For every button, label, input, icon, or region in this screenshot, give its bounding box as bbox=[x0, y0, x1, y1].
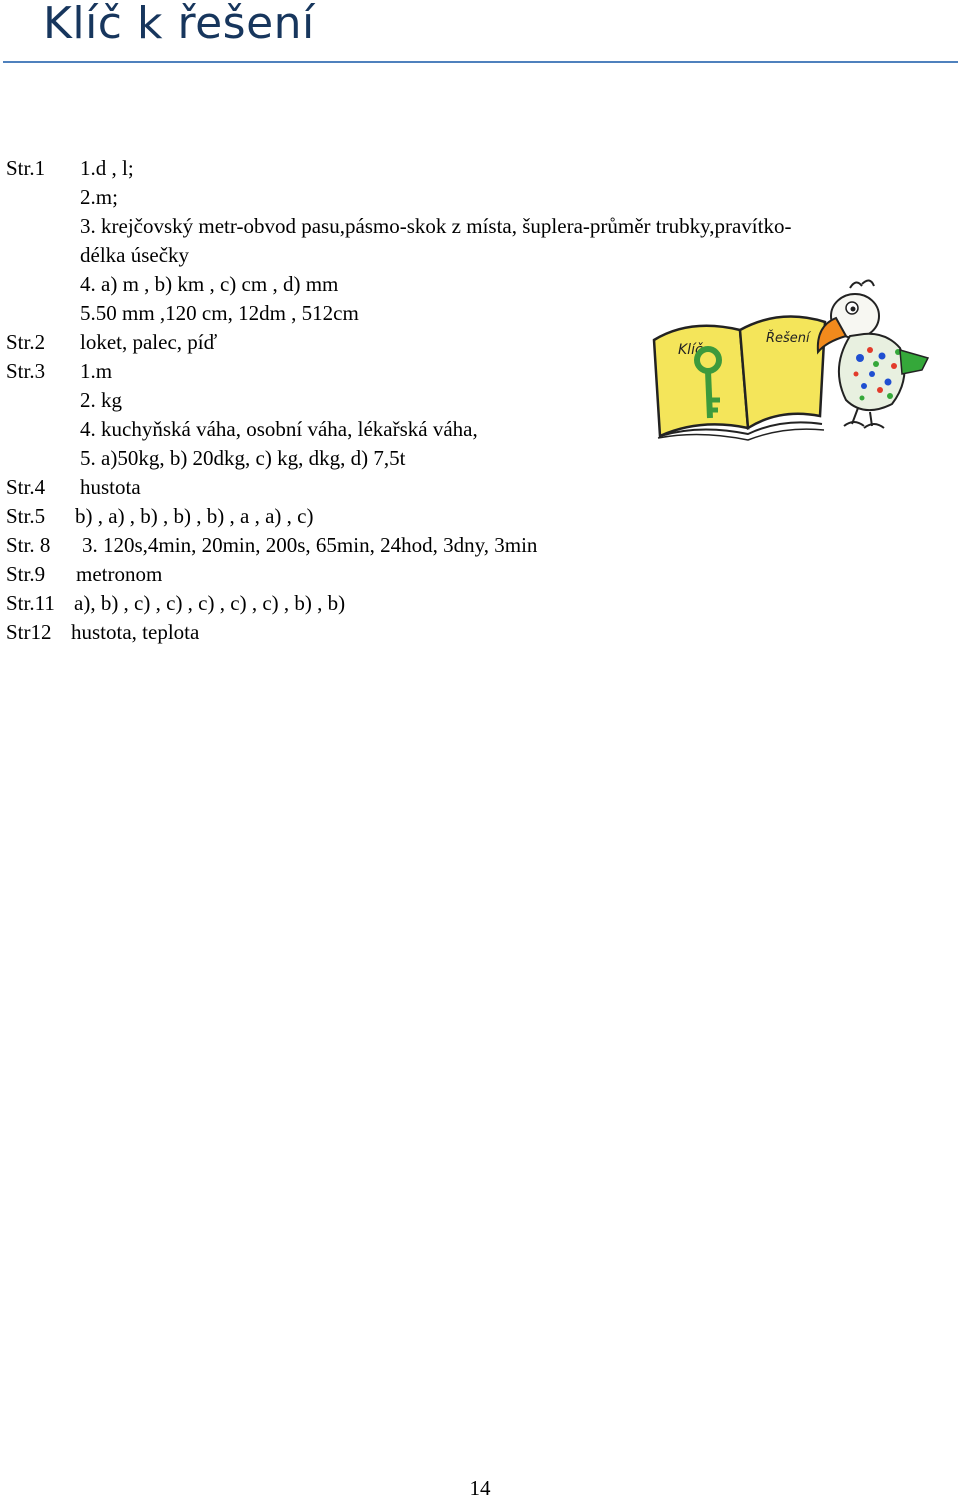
entry-label: Str.11 bbox=[6, 591, 55, 615]
page-title: Klíč k řešení bbox=[43, 0, 315, 49]
entry-text: délka úsečky bbox=[80, 243, 190, 267]
entry-text: loket, palec, píď bbox=[80, 330, 218, 354]
entry-label: Str.3 bbox=[6, 359, 46, 383]
book-left-label: Klíč bbox=[678, 342, 703, 358]
entry-text: 1.m bbox=[80, 359, 113, 383]
entry-text: 3. krejčovský metr-obvod pasu,pásmo-skok z místa, šuplera-průměr trubky,pravítko- bbox=[80, 214, 792, 238]
title-underline bbox=[3, 61, 958, 63]
entry-label: Str.4 bbox=[6, 475, 46, 499]
page-number: 14 bbox=[469, 1476, 491, 1500]
entry-label: Str.1 bbox=[6, 156, 46, 180]
book-parrot-illustration bbox=[650, 278, 935, 448]
entry-text: b) , a) , b) , b) , b) , a , a) , c) bbox=[75, 504, 314, 528]
entry-text: 2.m; bbox=[80, 185, 118, 209]
entry-label: Str. 8 bbox=[6, 533, 51, 557]
entry-text: hustota bbox=[80, 475, 141, 499]
entry-label: Str.2 bbox=[6, 330, 46, 354]
entry-label: Str.5 bbox=[6, 504, 46, 528]
entry-text: 4. kuchyňská váha, osobní váha, lékařská váha, bbox=[80, 417, 478, 441]
entry-text: 4. a) m , b) km , c) cm , d) mm bbox=[80, 272, 339, 296]
entry-text: metronom bbox=[76, 562, 163, 586]
book-icon bbox=[654, 317, 825, 440]
entry-text: 5.50 mm ,120 cm, 12dm , 512cm bbox=[80, 301, 359, 325]
entry-text: 5. a)50kg, b) 20dkg, c) kg, dkg, d) 7,5t bbox=[80, 446, 406, 470]
entry-text: 2. kg bbox=[80, 388, 122, 412]
entry-text: hustota, teplota bbox=[71, 620, 200, 644]
parrot-icon bbox=[818, 280, 928, 428]
book-right-label: Řešení bbox=[766, 331, 810, 346]
entry-text: a), b) , c) , c) , c) , c) , c) , b) , b) bbox=[74, 591, 346, 615]
entry-text: 3. 120s,4min, 20min, 200s, 65min, 24hod, 3dny, 3min bbox=[82, 533, 538, 557]
entry-label: Str12 bbox=[6, 620, 52, 644]
entry-label: Str.9 bbox=[6, 562, 46, 586]
entry-text: 1.d , l; bbox=[80, 156, 134, 180]
